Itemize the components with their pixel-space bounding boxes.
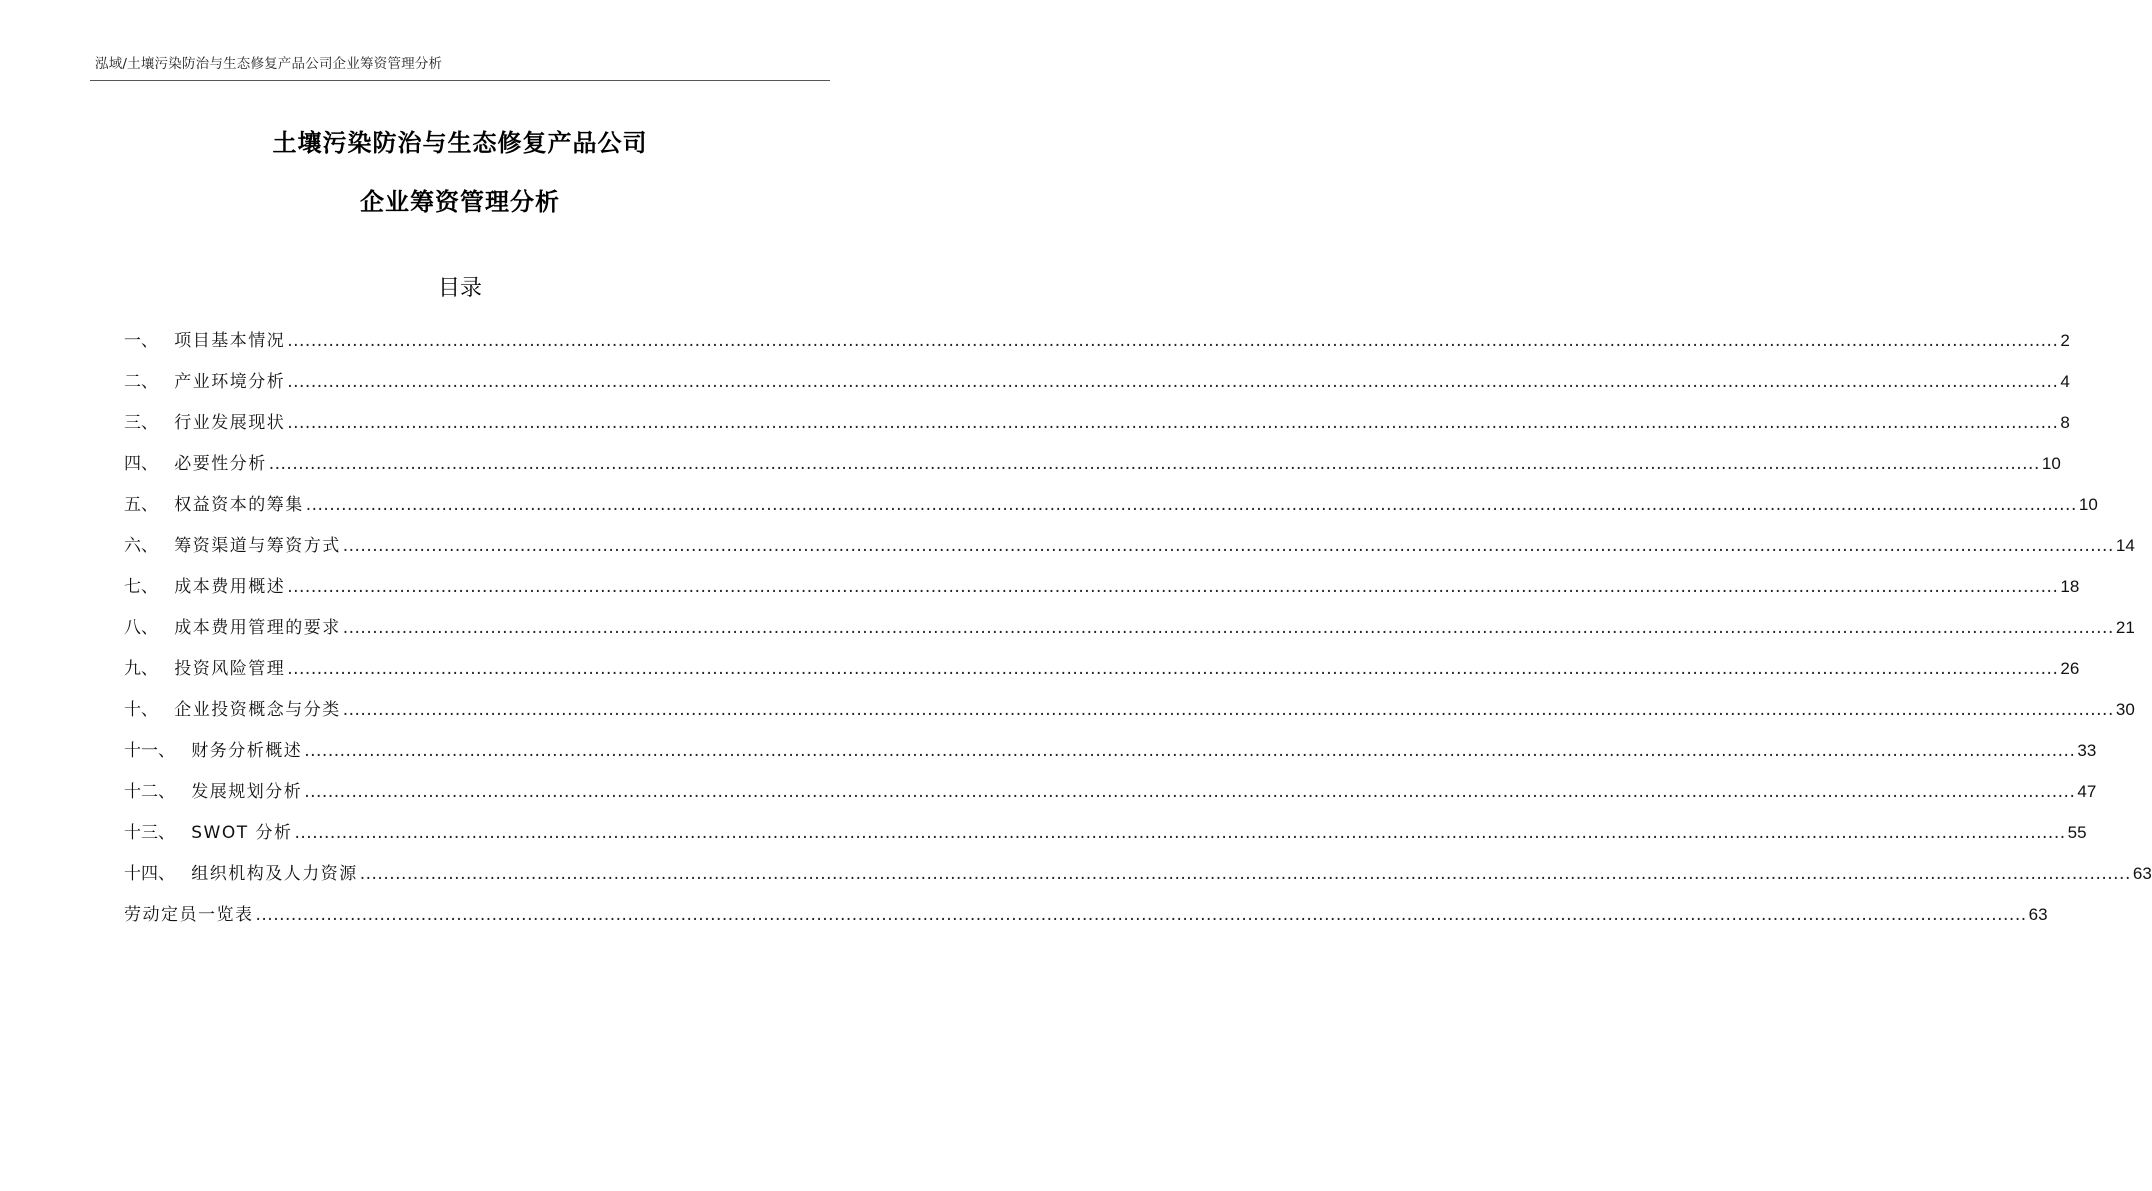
- toc-entry-page: 21: [2115, 618, 2135, 637]
- toc-dot-leader: ............................................................................................................................................................................................................................................................................................................: [287, 413, 2059, 433]
- toc-entry-page: 26: [2060, 659, 2080, 678]
- toc-entry[interactable]: [124, 730, 2097, 771]
- toc-entry-label: 筹资渠道与筹资方式: [174, 536, 341, 556]
- toc-entry-page: 33: [2077, 741, 2097, 760]
- toc-dot-leader: ............................................................................................................................................................................................................................................................................................................: [287, 577, 2059, 597]
- toc-entry-page: 14: [2115, 536, 2135, 555]
- toc-dot-leader: ............................................................................................................................................................................................................................................................................................................: [294, 823, 2066, 843]
- running-header: 泓域/土壤污染防治与生态修复产品公司企业筹资管理分析: [95, 56, 443, 72]
- toc-entry-label: 组织机构及人力资源: [191, 864, 358, 884]
- toc-entry[interactable]: [124, 484, 2098, 525]
- toc-entry-page: 30: [2115, 700, 2135, 719]
- toc-entry[interactable]: [124, 402, 2070, 443]
- toc-entry[interactable]: [124, 361, 2070, 402]
- toc-entry-number: 十一、: [124, 741, 192, 761]
- toc-entry-label: 成本费用概述: [174, 577, 286, 597]
- toc-dot-leader: ............................................................................................................................................................................................................................................................................................................: [304, 741, 2076, 761]
- toc-dot-leader: ............................................................................................................................................................................................................................................................................................................: [305, 495, 2077, 515]
- toc-entry[interactable]: [124, 525, 2135, 566]
- toc-entry[interactable]: [124, 320, 2070, 361]
- toc-entry-page: 47: [2077, 782, 2097, 801]
- toc-dot-leader: ............................................................................................................................................................................................................................................................................................................: [287, 331, 2059, 351]
- toc-entry-number: 二、: [124, 372, 175, 392]
- document-title-line2: 企业筹资管理分析: [360, 188, 560, 216]
- toc-dot-leader: ............................................................................................................................................................................................................................................................................................................: [268, 454, 2040, 474]
- toc-entry-number: 三、: [124, 413, 175, 433]
- toc-entry-label: 成本费用管理的要求: [174, 618, 341, 638]
- toc-entry-label: 行业发展现状: [174, 413, 286, 433]
- toc-dot-leader: ............................................................................................................................................................................................................................................................................................................: [287, 372, 2059, 392]
- toc-entry[interactable]: [124, 812, 2087, 853]
- toc-entry-page: 63: [2028, 905, 2048, 924]
- toc-entry-page: 8: [2060, 413, 2070, 432]
- toc-dot-leader: ............................................................................................................................................................................................................................................................................................................: [304, 782, 2076, 802]
- toc-dot-leader: ............................................................................................................................................................................................................................................................................................................: [342, 618, 2114, 638]
- header-rule: [90, 80, 830, 81]
- toc-entry-number: 十二、: [124, 782, 192, 802]
- toc-entry-label: 财务分析概述: [191, 741, 303, 761]
- toc-entry-label: 投资风险管理: [174, 659, 286, 679]
- toc-entry-page: 4: [2060, 372, 2070, 391]
- toc-dot-leader: ............................................................................................................................................................................................................................................................................................................: [287, 659, 2059, 679]
- toc-entry-label: 发展规划分析: [191, 782, 303, 802]
- toc-entry-page: 2: [2060, 331, 2070, 350]
- toc-entry-label: 项目基本情况: [174, 331, 286, 351]
- toc-entry-label: 劳动定员一览表: [124, 905, 254, 925]
- toc-entry-page: 63: [2132, 864, 2152, 883]
- toc-entry-number: 四、: [124, 454, 175, 474]
- toc-entry-number: 十三、: [124, 823, 192, 843]
- toc-dot-leader: ............................................................................................................................................................................................................................................................................................................: [342, 700, 2114, 720]
- toc-dot-leader: ............................................................................................................................................................................................................................................................................................................: [359, 864, 2131, 884]
- toc-entry-label: 必要性分析: [174, 454, 267, 474]
- toc-entry-label: 产业环境分析: [174, 372, 286, 392]
- toc-entry[interactable]: [124, 894, 2048, 935]
- toc-entry-number: 九、: [124, 659, 175, 679]
- toc-entry-number: 七、: [124, 577, 175, 597]
- table-of-contents: [124, 320, 2152, 935]
- toc-entry[interactable]: [124, 689, 2135, 730]
- toc-entry[interactable]: [124, 648, 2080, 689]
- toc-entry-label: 企业投资概念与分类: [174, 700, 341, 720]
- toc-entry[interactable]: [124, 607, 2135, 648]
- toc-dot-leader: ............................................................................................................................................................................................................................................................................................................: [342, 536, 2114, 556]
- toc-entry[interactable]: [124, 853, 2152, 894]
- toc-entry[interactable]: [124, 771, 2097, 812]
- toc-entry-number: 十、: [124, 700, 175, 720]
- toc-entry-label: 权益资本的筹集: [174, 495, 304, 515]
- toc-entry-page: 10: [2041, 454, 2061, 473]
- toc-entry-number: 八、: [124, 618, 175, 638]
- toc-entry[interactable]: [124, 566, 2080, 607]
- toc-entry-page: 10: [2078, 495, 2098, 514]
- document-title-line1: 土壤污染防治与生态修复产品公司: [272, 129, 648, 157]
- toc-entry-number: 五、: [124, 495, 175, 515]
- toc-entry[interactable]: [124, 443, 2061, 484]
- toc-entry-page: 18: [2060, 577, 2080, 596]
- toc-entry-page: 55: [2067, 823, 2087, 842]
- toc-dot-leader: ............................................................................................................................................................................................................................................................................................................: [255, 905, 2027, 925]
- toc-entry-label: SWOT 分析: [191, 823, 293, 843]
- toc-heading: 目录: [437, 276, 482, 301]
- toc-entry-number: 六、: [124, 536, 175, 556]
- toc-entry-number: 十四、: [124, 864, 192, 884]
- toc-entry-number: 一、: [124, 331, 175, 351]
